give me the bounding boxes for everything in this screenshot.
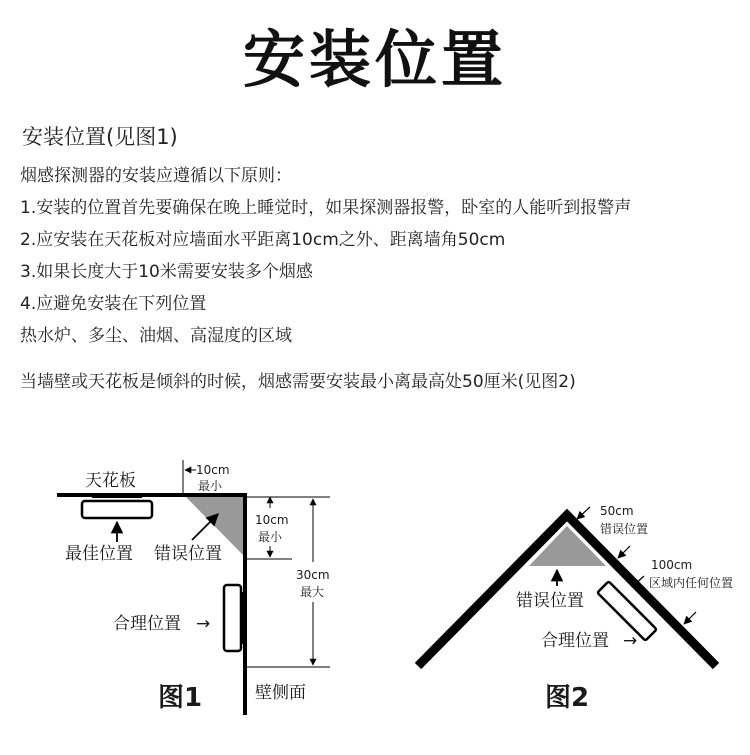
dim-apex-arrow-2 [618, 546, 630, 558]
fig2-ok-label: 合理位置 [541, 631, 609, 651]
principles-list [20, 160, 631, 352]
rule-1: 1.安装的位置首先要确保在晚上睡觉时，如果探测器报警，卧室的人能听到报警声 [20, 198, 632, 218]
dim-apex-arrow [577, 507, 590, 519]
dim-top-value: 10cm [196, 463, 230, 477]
dim-right-note: 最小 [258, 530, 283, 544]
ceiling-label: 天花板 [85, 471, 136, 491]
dim-apex-note: 错误位置 [600, 522, 649, 536]
installation-diagrams [0, 440, 750, 755]
best-detector [82, 501, 152, 518]
avoid-areas-line: 热水炉、多尘、油烟、高湿度的区域 [20, 326, 292, 346]
wrong-arrow [192, 514, 218, 540]
figure-2 [418, 504, 733, 713]
best-label: 最佳位置 [65, 544, 133, 564]
section-heading: 安装位置(见图1) [22, 125, 178, 149]
ok-label: 合理位置 [113, 614, 181, 634]
intro-line: 烟感探测器的安装应遵循以下原则： [20, 166, 292, 186]
ok-detector [224, 585, 241, 651]
rule-4: 4.应避免安装在下列位置 [20, 294, 207, 314]
wrong-label: 错误位置 [154, 544, 222, 564]
page-title: 安装位置 [242, 23, 507, 96]
dim-apex-value: 50cm [600, 504, 634, 518]
dim-side-note: 区域内任何位置 [649, 576, 734, 590]
fig2-wrong-label: 错误位置 [516, 591, 584, 611]
dim-top-note: 最小 [198, 479, 223, 493]
rule-3: 3.如果长度大于10米需要安装多个烟感 [20, 262, 313, 282]
dim-side-arrow-bottom [684, 612, 696, 624]
dim-side-value: 100cm [651, 558, 693, 572]
figure-2-caption: 图2 [545, 683, 590, 713]
dim-long-value: 30cm [296, 568, 330, 582]
slope-note: 当墙壁或天花板是倾斜的时候，烟感需要安装最小离最高处50厘米(见图2) [20, 372, 576, 392]
dim-right-value: 10cm [255, 513, 289, 527]
rule-2: 2.应安装在天花板对应墙面水平距离10cm之外、距离墙角50cm [20, 230, 506, 250]
figure-1 [57, 460, 330, 715]
ok-arrow: → [196, 614, 211, 634]
fig2-ok-arrow: → [623, 631, 638, 651]
wall-label: 壁侧面 [255, 683, 306, 703]
figure-1-caption: 图1 [158, 683, 203, 713]
dim-long-note: 最大 [300, 585, 325, 599]
